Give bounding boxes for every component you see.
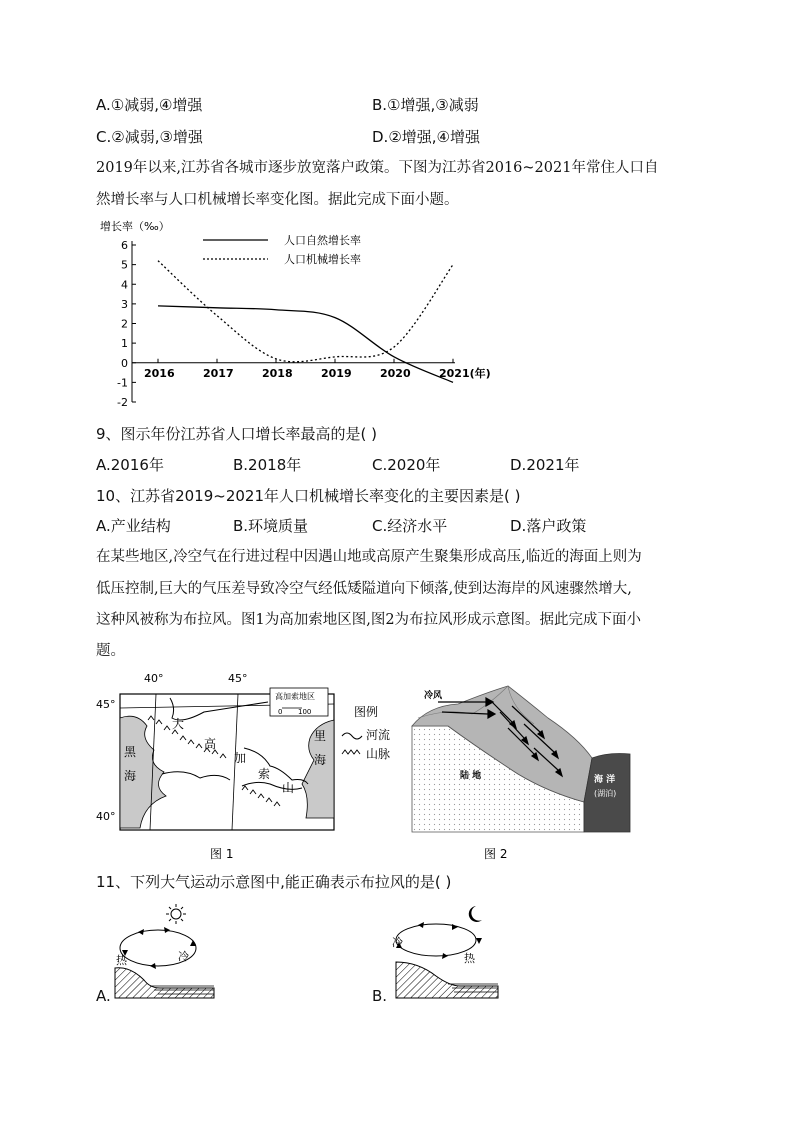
q8-option-d: D.②增强,④增强 bbox=[372, 128, 480, 146]
figure-2-bora-diagram bbox=[408, 678, 638, 863]
latitude-45-label: 45° bbox=[96, 698, 116, 711]
black-sea-label-1: 黑 bbox=[124, 745, 137, 759]
y-tick-label: 2 bbox=[121, 317, 128, 331]
intro1-line2: 然增长率与人口机械增长率变化图。据此完成下面小题。 bbox=[96, 192, 459, 208]
a-hot-label: 热 bbox=[116, 954, 127, 967]
q10-option-a: A.产业结构 bbox=[96, 517, 171, 535]
b-hot-label: 热 bbox=[464, 952, 475, 965]
figure-1-caucasus-map bbox=[92, 668, 402, 863]
mountain-label-da: 大 bbox=[172, 717, 185, 731]
q10-option-c: C.经济水平 bbox=[372, 517, 448, 535]
q9-option-c: C.2020年 bbox=[372, 456, 441, 474]
longitude-40-label: 40° bbox=[144, 672, 164, 685]
q10-option-b: B.环境质量 bbox=[233, 517, 309, 535]
lake-label: (湖泊) bbox=[594, 789, 617, 798]
y-tick-label: -1 bbox=[117, 376, 128, 390]
q10-option-d: D.落户政策 bbox=[510, 517, 587, 535]
intro2-line1: 在某些地区,冷空气在行进过程中因遇山地或高原产生聚集形成高压,临近的海面上则为 bbox=[96, 549, 642, 565]
x-tick-label: 2020 bbox=[380, 366, 411, 380]
scale-hundred: 100 bbox=[298, 708, 312, 716]
ocean-label: 海 洋 bbox=[594, 775, 616, 785]
y-tick-label: -2 bbox=[117, 396, 128, 409]
q11-option-a-diagram bbox=[110, 900, 220, 1000]
q10-stem: 10、江苏省2019~2021年人口机械增长率变化的主要因素是( ) bbox=[96, 487, 521, 505]
q8-option-a: A.①减弱,④增强 bbox=[96, 96, 203, 114]
x-tick-label: 2021(年) bbox=[439, 366, 491, 380]
q8-option-b: B.①增强,③减弱 bbox=[372, 96, 479, 114]
q11-option-b-label: B. bbox=[372, 987, 388, 1005]
intro2-line2: 低压控制,巨大的气压差导致冷空气经低矮隘道向下倾落,使到达海岸的风速骤然增大, bbox=[96, 581, 632, 597]
land-hatched bbox=[396, 962, 498, 998]
legend-title: 图例 bbox=[354, 705, 379, 719]
y-axis-title: 增长率（‰） bbox=[100, 220, 170, 233]
cold-wind-label: 冷风 bbox=[424, 691, 443, 701]
latitude-40-label: 40° bbox=[96, 810, 116, 823]
a-cold-label: 冷 bbox=[178, 950, 189, 963]
legend-natural-label: 人口自然增长率 bbox=[284, 234, 361, 247]
figure-1-caption: 图 1 bbox=[210, 847, 234, 861]
q11-option-a-label: A. bbox=[96, 987, 111, 1005]
legend-mountain-label: 山脉 bbox=[366, 747, 391, 761]
b-cold-label: 冷 bbox=[392, 936, 403, 949]
growth-rate-chart bbox=[96, 215, 496, 410]
y-tick-label: 3 bbox=[121, 297, 128, 311]
x-tick-label: 2017 bbox=[203, 366, 234, 380]
legend-mountain-symbol bbox=[342, 750, 360, 754]
q11-stem: 11、下列大气运动示意图中,能正确表示布拉风的是( ) bbox=[96, 873, 452, 891]
land-label: 陆 地 bbox=[460, 771, 482, 781]
intro2-line4: 题。 bbox=[96, 643, 125, 659]
scale-zero: 0 bbox=[278, 708, 283, 716]
y-tick-label: 5 bbox=[121, 258, 128, 272]
x-tick-label: 2018 bbox=[262, 366, 293, 380]
mountain-label-shan: 山 bbox=[282, 781, 295, 795]
q8-option-c: C.②减弱,③增强 bbox=[96, 128, 203, 146]
sun-icon bbox=[166, 904, 186, 924]
caspian-label-1: 里 bbox=[314, 729, 327, 743]
mountain-label-jia: 加 bbox=[234, 751, 247, 765]
land-hatched bbox=[115, 968, 214, 998]
mountain-label-suo: 索 bbox=[258, 767, 271, 781]
q9-stem: 9、图示年份江苏省人口增长率最高的是( ) bbox=[96, 425, 378, 443]
y-tick-label: 0 bbox=[121, 356, 128, 370]
legend-migration-label: 人口机械增长率 bbox=[284, 253, 361, 266]
legend-river-label: 河流 bbox=[366, 728, 391, 742]
x-tick-label: 2019 bbox=[321, 366, 352, 380]
y-tick-label: 4 bbox=[121, 278, 128, 292]
q9-option-d: D.2021年 bbox=[510, 456, 580, 474]
y-tick-label: 6 bbox=[121, 239, 128, 252]
x-tick-label: 2016 bbox=[144, 366, 175, 380]
caspian-label-2: 海 bbox=[314, 753, 327, 767]
inset-title: 高加索地区 bbox=[275, 692, 315, 701]
black-sea-label-2: 海 bbox=[124, 769, 137, 783]
q9-option-b: B.2018年 bbox=[233, 456, 302, 474]
figure-2-caption: 图 2 bbox=[484, 847, 508, 861]
legend-river-symbol bbox=[342, 733, 362, 739]
longitude-45-label: 45° bbox=[228, 672, 248, 685]
moon-icon bbox=[469, 906, 482, 922]
q9-option-a: A.2016年 bbox=[96, 456, 164, 474]
y-tick-label: 1 bbox=[121, 337, 128, 351]
mountain-label-gao: 高 bbox=[204, 737, 217, 751]
q11-option-b-diagram bbox=[388, 900, 503, 1000]
intro1-line1: 2019年以来,江苏省各城市逐步放宽落户政策。下图为江苏省2016~2021年常住人口自 bbox=[96, 160, 659, 176]
intro2-line3: 这种风被称为布拉风。图1为高加索地区图,图2为布拉风形成示意图。据此完成下面小 bbox=[96, 612, 642, 628]
